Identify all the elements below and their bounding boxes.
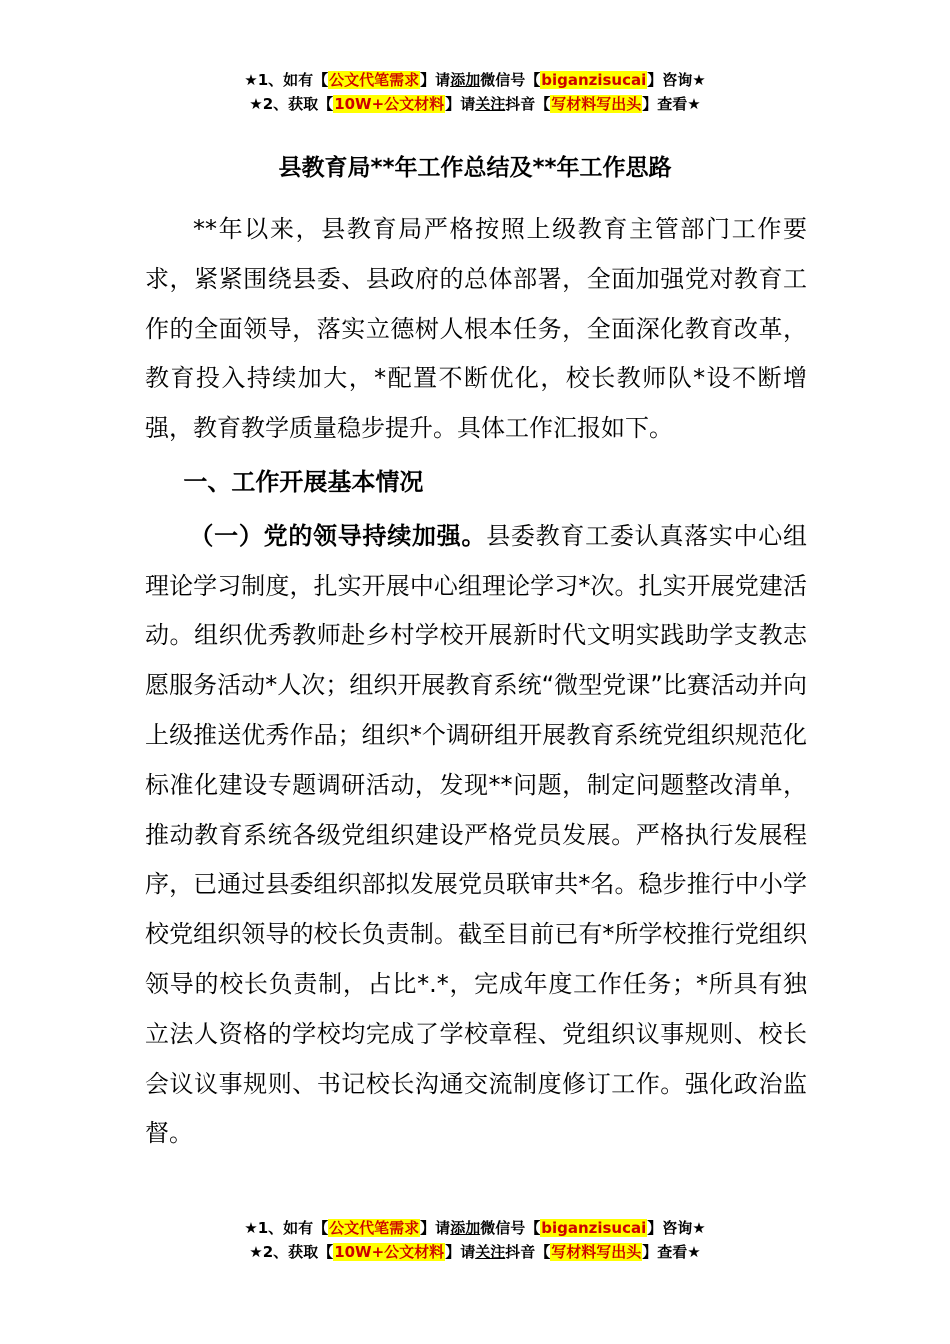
footer-banner-line-2 <box>0 1240 950 1264</box>
highlight-service: 公文代笔需求 <box>329 71 420 89</box>
banner-text: 】请 <box>445 95 476 113</box>
subsection-paragraph <box>145 512 807 1159</box>
document-title: 县教育局**年工作总结及**年工作思路 <box>278 155 672 181</box>
intro-paragraph: **年以来，县教育局严格按照上级教育主管部门工作要求，紧紧围绕县委、县政府的总体部署，全面加强党对教育工作的全面领导，落实立德树人根本任务，全面深化教育改革，教育投入持续加大，*配置不断优化，校长教师队*设不断增强，教育教学质量稳步提升。具体工作汇报如下。 <box>145 215 807 443</box>
banner-text: 】请 <box>445 1243 476 1261</box>
highlight-douyin-account: 写材料写出头 <box>551 1243 642 1261</box>
banner-text: 抖音【 <box>505 1243 551 1261</box>
footer-banner <box>0 1216 950 1264</box>
banner-text: 抖音【 <box>505 95 551 113</box>
banner-text: 】请 <box>420 1219 451 1237</box>
subsection-lead: （一）党的领导持续加强。 <box>189 521 487 550</box>
header-banner-line-2 <box>0 92 950 116</box>
banner-text: ★1、如有【 <box>244 71 329 89</box>
subsection-body: 县委教育工委认真落实中心组理论学习制度，扎实开展中心组理论学习*次。扎实开展党建活动。组织优秀教师赴乡村学校开展新时代文明实践助学支教志愿服务活动*人次；组织开展教育系统“微型党课”比赛活动并向上级推送优秀作品；组织*个调研组开展教育系统党组织规范化标准化建设专题调研活动，发现**问题，制定问题整改清单，推动教育系统各级党组织建设严格党员发展。严格执行发展程序，已通过县委组织部拟发展党员联审共*名。稳步推行中小学校党组织领导的校长负责制。截至目前已有*所学校推行党组织领导的校长负责制，占比*.*，完成年度工作任务；*所具有独立法人资格的学校均完成了学校章程、党组织议事规则、校长会议议事规则、书记校长沟通交流制度修订工作。强化政治监督。 <box>145 521 808 1148</box>
highlight-wechat-id: biganzisucai <box>541 1219 647 1237</box>
header-banner <box>0 68 950 116</box>
banner-text: ★2、获取【 <box>249 95 334 113</box>
underlined-add: 添加 <box>450 71 481 89</box>
banner-text: 微信号【 <box>480 1219 541 1237</box>
banner-text: 】查看★ <box>642 1243 701 1261</box>
banner-text: 】查看★ <box>642 95 701 113</box>
highlight-materials: 10W+公文材料 <box>334 95 445 113</box>
banner-text: 】咨询★ <box>647 1219 706 1237</box>
highlight-douyin-account: 写材料写出头 <box>551 95 642 113</box>
banner-text: 】请 <box>420 71 451 89</box>
underlined-follow: 关注 <box>475 1243 506 1261</box>
underlined-add: 添加 <box>450 1219 481 1237</box>
banner-text: ★2、获取【 <box>249 1243 334 1261</box>
header-banner-line-1 <box>0 68 950 92</box>
banner-text: 】咨询★ <box>647 71 706 89</box>
document-body <box>145 205 807 1159</box>
banner-text: ★1、如有【 <box>244 1219 329 1237</box>
footer-banner-line-1 <box>0 1216 950 1240</box>
highlight-wechat-id: biganzisucai <box>541 71 647 89</box>
section-heading: 一、工作开展基本情况 <box>183 467 424 496</box>
banner-text: 微信号【 <box>480 71 541 89</box>
highlight-materials: 10W+公文材料 <box>334 1243 445 1261</box>
underlined-follow: 关注 <box>475 95 506 113</box>
highlight-service: 公文代笔需求 <box>329 1219 420 1237</box>
